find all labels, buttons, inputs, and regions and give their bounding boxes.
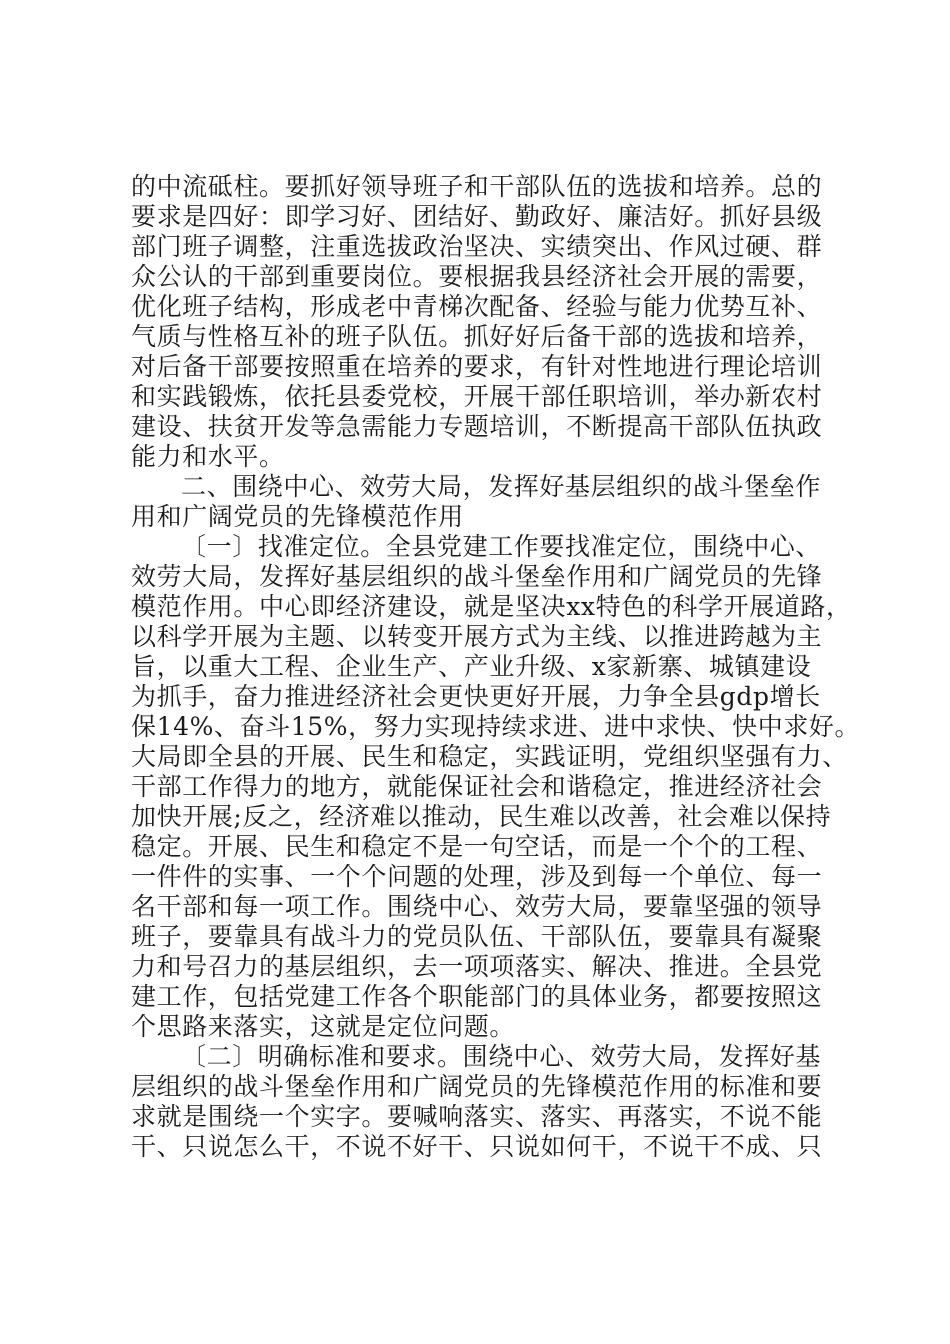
text-line: 和实践锻炼，依托县委党校，开展干部任职培训，举办新农村 [131, 382, 823, 411]
text-line: 名干部和每一项工作。围绕中心、效劳大局，要靠坚强的领导 [131, 892, 823, 921]
text-line: 部门班子调整，注重选拔政治坚决、实绩突出、作风过硬、群 [131, 232, 823, 261]
text-line: 建设、扶贫开发等急需能力专题培训，不断提高干部队伍执政 [131, 412, 823, 441]
text-line: 效劳大局，发挥好基层组织的战斗堡垒作用和广阔党员的先锋 [131, 562, 823, 591]
section-heading-line: 用和广阔党员的先锋模范作用 [131, 502, 464, 531]
text-line: 求就是围绕一个实字。要喊响落实、落实、再落实，不说不能 [131, 1102, 823, 1131]
text-line: 的中流砥柱。要抓好领导班子和干部队伍的选拔和培养。总的 [131, 172, 823, 201]
text-line: 以科学开展为主题、以转变开展方式为主线、以推进跨越为主 [131, 622, 823, 651]
text-line: 一件件的实事、一个个问题的处理，涉及到每一个单位、每一 [131, 862, 823, 891]
text-line: 能力和水平。 [131, 442, 285, 471]
body-text [131, 172, 861, 1162]
text-line: 模范作用。中心即经济建设，就是坚决xx特色的科学开展道路， [131, 592, 852, 621]
subsection-line: 〔二〕明确标准和要求。围绕中心、效劳大局，发挥好基 [181, 1042, 822, 1071]
text-line: 对后备干部要按照重在培养的要求，有针对性地进行理论培训 [131, 352, 823, 381]
text-line: 保14%、奋斗15%，努力实现持续求进、进中求快、快中求好。 [131, 712, 861, 741]
text-line: 为抓手，奋力推进经济社会更快更好开展，力争全县gdp增长 [131, 682, 821, 711]
text-line: 大局即全县的开展、民生和稳定，实践证明，党组织坚强有力、 [131, 742, 848, 771]
text-line: 力和号召力的基层组织，去一项项落实、解决、推进。全县党 [131, 952, 823, 981]
text-line: 干部工作得力的地方，就能保证社会和谐稳定，推进经济社会 [131, 772, 823, 801]
text-line: 干、只说怎么干，不说不好干、只说如何干，不说干不成、只 [131, 1132, 823, 1161]
section-heading-line: 二、围绕中心、效劳大局，发挥好基层组织的战斗堡垒作 [181, 472, 822, 501]
text-line: 旨，以重大工程、企业生产、产业升级、x家新寨、城镇建设 [131, 652, 812, 681]
text-line: 气质与性格互补的班子队伍。抓好好后备干部的选拔和培养， [131, 322, 823, 351]
text-line: 个思路来落实，这就是定位问题。 [131, 1012, 516, 1041]
text-line: 班子，要靠具有战斗力的党员队伍、干部队伍，要靠具有凝聚 [131, 922, 823, 951]
subsection-line: 〔一〕找准定位。全县党建工作要找准定位，围绕中心、 [181, 532, 822, 561]
text-line: 建工作，包括党建工作各个职能部门的具体业务，都要按照这 [131, 982, 823, 1011]
text-line: 众公认的干部到重要岗位。要根据我县经济社会开展的需要， [131, 262, 823, 291]
text-line: 加快开展;反之，经济难以推动，民生难以改善，社会难以保持 [131, 802, 832, 831]
text-line: 层组织的战斗堡垒作用和广阔党员的先锋模范作用的标准和要 [131, 1072, 823, 1101]
text-line: 要求是四好：即学习好、团结好、勤政好、廉洁好。抓好县级 [131, 202, 823, 231]
text-line: 优化班子结构，形成老中青梯次配备、经验与能力优势互补、 [131, 292, 823, 321]
text-line: 稳定。开展、民生和稳定不是一句空话，而是一个个的工程、 [131, 832, 823, 861]
